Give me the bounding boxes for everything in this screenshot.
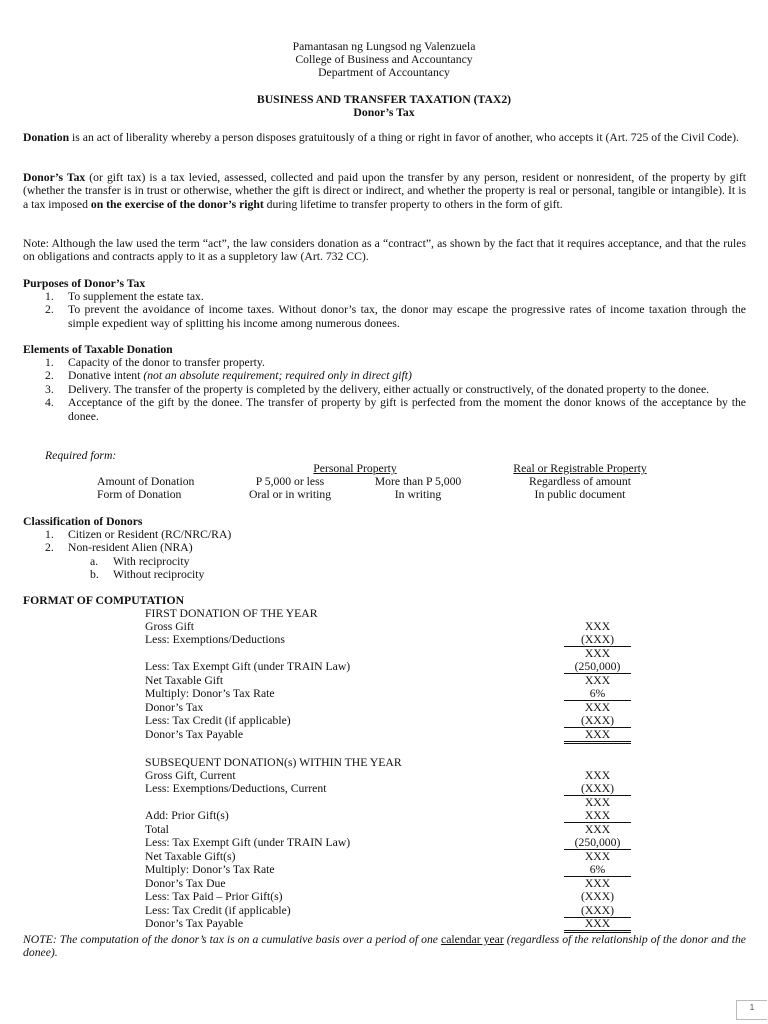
- first-donation-title: FIRST DONATION OF THE YEAR: [145, 607, 318, 620]
- page-number: 1: [736, 1000, 767, 1020]
- donors-tax-definition: Donor’s Tax (or gift tax) is a tax levied, assessed, collected and paid upon the transfer by any person, resident or nonresident, of the property by gift (whether the transfer is in trust or otherwise, whether the gift is direct or indirect, and whether the property is real or personal, tangible or intangible). It is a tax imposed on the exercise of the donor’s right during lifetime to transfer property to others in the form of gift.: [23, 171, 746, 211]
- computation-row: XXX: [584, 796, 611, 809]
- computation-heading: FORMAT OF COMPUTATION: [23, 594, 185, 607]
- computation-row: Gross Gift XXX: [145, 620, 611, 633]
- list-item: 3. Delivery. The transfer of the property is completed by the delivery, either actually or constructively, of the donated property to the donee.: [45, 382, 710, 396]
- list-item: b. Without reciprocity: [90, 568, 205, 582]
- computation-row: Multiply: Donor’s Tax Rate 6%: [0, 863, 768, 876]
- course-title: BUSINESS AND TRANSFER TAXATION (TAX2): [256, 93, 512, 106]
- computation-row: Total XXX: [145, 823, 611, 836]
- university-name: Pamantasan ng Lungsod ng Valenzuela: [292, 40, 476, 53]
- purposes-list: [23, 290, 746, 330]
- amount-row-label: Amount of Donation: [97, 475, 195, 488]
- computation-row: Multiply: Donor’s Tax Rate 6%: [0, 687, 768, 700]
- computation-row: Donor’s Tax Payable XXX: [0, 728, 768, 741]
- classification-heading: Classification of Donors: [23, 515, 143, 528]
- form-personal-small: Oral or in writing: [248, 488, 332, 501]
- list-item: 1. To supplement the estate tax.: [45, 290, 204, 303]
- list-item: 2. To prevent the avoidance of income taxes. Without donor’s tax, the donor may escape the progressive rates of income taxation through the simple expedient way of splitting his income among numerous donees.: [45, 303, 746, 330]
- computation-row: Donor’s Tax Payable XXX: [0, 917, 768, 930]
- computation-row: Less: Tax Exempt Gift (under TRAIN Law) (250,000): [0, 836, 768, 849]
- computation-row: Less: Tax Paid – Prior Gift(s) (XXX): [145, 890, 615, 903]
- amount-personal-large: More than P 5,000: [374, 475, 462, 488]
- amount-personal-small: P 5,000 or less: [255, 475, 325, 488]
- classification-list: [23, 528, 746, 582]
- form-personal-large: In writing: [394, 488, 442, 501]
- computation-row: Donor’s Tax Due XXX: [145, 877, 611, 890]
- list-item: a. With reciprocity: [90, 554, 190, 568]
- amount-real: Regardless of amount: [529, 475, 631, 488]
- computation-row: Add: Prior Gift(s) XXX: [0, 809, 768, 822]
- elements-list: [23, 356, 746, 423]
- elements-heading: Elements of Taxable Donation: [23, 343, 173, 356]
- personal-property-header: Personal Property: [313, 462, 397, 475]
- purposes-heading: Purposes of Donor’s Tax: [23, 277, 146, 290]
- computation-row: Net Taxable Gift(s) XXX: [145, 850, 611, 863]
- computation-row: Less: Tax Credit (if applicable) (XXX): [0, 714, 768, 727]
- list-item: 1. Citizen or Resident (RC/NRC/RA): [45, 528, 232, 541]
- computation-row: XXX: [584, 647, 611, 660]
- donation-definition: Donation is an act of liberality whereby a person disposes gratuitously of a thing or right in favor of another, who accepts it (Art. 725 of the Civil Code).: [23, 131, 739, 144]
- computation-row: Net Taxable Gift XXX: [145, 674, 611, 687]
- list-item: 2. Donative intent (not an absolute requirement; required only in direct gift): [45, 369, 412, 383]
- computation-row: Gross Gift, Current XXX: [145, 769, 611, 782]
- note-contract: Note: Although the law used the term “act”, the law considers donation as a “contract”, as shown by the fact that it requires acceptance, and that the rules on obligations and contracts apply to it as a suppletory law (Art. 732 CC).: [23, 237, 746, 264]
- computation-row: Less: Tax Exempt Gift (under TRAIN Law) (250,000): [0, 660, 768, 673]
- required-form-label: Required form:: [45, 449, 117, 462]
- list-item: 2. Non-resident Alien (NRA): [45, 541, 193, 555]
- subsequent-donation-title: SUBSEQUENT DONATION(s) WITHIN THE YEAR: [145, 756, 402, 769]
- form-row-label: Form of Donation: [97, 488, 182, 501]
- topic-title: Donor’s Tax: [353, 106, 415, 119]
- list-item: 1. Capacity of the donor to transfer property.: [45, 356, 265, 369]
- department-name: Department of Accountancy: [318, 66, 450, 79]
- computation-row: Donor’s Tax XXX: [145, 701, 611, 714]
- college-name: College of Business and Accountancy: [295, 53, 473, 66]
- list-item: 4. Acceptance of the gift by the donee. The transfer of property by gift is perfected from the moment the donor knows of the acceptance by the donee.: [45, 396, 746, 423]
- note-cumulative-basis: NOTE: The computation of the donor’s tax is on a cumulative basis over a period of one calendar year (regardless of the relationship of the donor and the donee).: [23, 933, 746, 960]
- computation-row: Less: Tax Credit (if applicable) (XXX): [0, 904, 768, 917]
- form-real: In public document: [534, 488, 626, 501]
- computation-row: Less: Exemptions/Deductions, Current (XXX): [0, 782, 768, 795]
- computation-row: Less: Exemptions/Deductions (XXX): [0, 633, 768, 646]
- real-property-header: Real or Registrable Property: [513, 462, 647, 475]
